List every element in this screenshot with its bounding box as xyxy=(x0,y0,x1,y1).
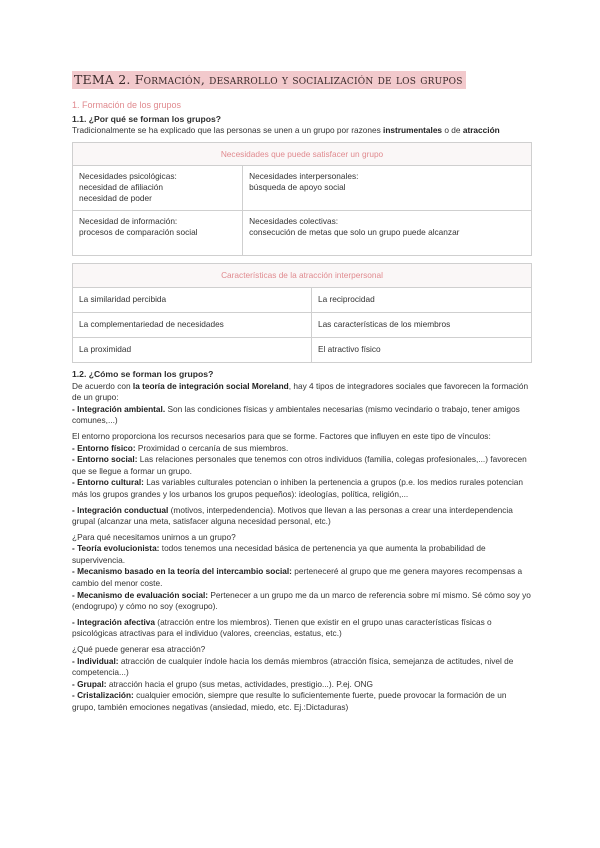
attraction-table-header: Características de la atracción interpersonal xyxy=(73,264,532,288)
section-heading: 1. Formación de los grupos xyxy=(72,100,182,110)
table-cell: Necesidades colectivas: consecución de metas que solo un grupo puede alcanzar xyxy=(243,211,532,256)
table-cell: La complementariedad de necesidades xyxy=(73,312,312,337)
paragraph: - Integración ambiental. Son las condiciones físicas y ambientales necesarias (mismo vecindario o trabajo, tener amigos comunes,...) xyxy=(72,403,520,426)
table-cell: La reciprocidad xyxy=(311,287,531,312)
paragraph: De acuerdo con la teoría de integración social Moreland, hay 4 tipos de integradores sociales que favorecen la formación de un grupo: xyxy=(72,380,529,403)
table-cell: La similaridad percibida xyxy=(73,287,312,312)
attraction-table xyxy=(72,263,532,363)
needs-table-header: Necesidades que puede satisfacer un grupo xyxy=(73,142,532,166)
paragraph: - Integración conductual (motivos, interpedendencia). Motivos que llevan a las personas a crear una interdependencia grupal (alcanzar una meta, satisfacer alguna necesidad personal, etc.) xyxy=(72,504,513,527)
paragraph: Tradicionalmente se ha explicado que las personas se unen a un grupo por razones instrumentales o de atracción xyxy=(72,125,500,136)
table-cell: La proximidad xyxy=(73,337,312,362)
list-item: - Teoría evolucionista: todos tenemos una necesidad básica de pertenencia ya que aumenta la probabilidad de supervivencia. xyxy=(72,543,486,565)
table-cell: El atractivo físico xyxy=(311,337,531,362)
list-item: - Entorno físico: Proximidad o cercanía de sus miembros. xyxy=(72,442,289,453)
table-cell: Las características de los miembros xyxy=(311,312,531,337)
table-cell: Necesidad de información: procesos de comparación social xyxy=(73,211,243,256)
paragraph: ¿Para qué necesitamos unirnos a un grupo? xyxy=(72,531,236,542)
subsection-heading: 1.1. ¿Por qué se forman los grupos? xyxy=(72,113,221,124)
paragraph: - Integración afectiva (atracción entre los miembros). Tienen que existir en el grupo unas características físicas o psicológicas atractivas para el individuo (valores, creencias, estatus, etc.) xyxy=(72,616,492,639)
list-item: - Mecanismo basado en la teoría del intercambio social: perteneceré al grupo que me genera mayores recompensas a cambio del menor coste. xyxy=(72,566,523,589)
list-item: - Individual: atracción de cualquier índole hacia los demás miembros (atracción física, semejanza de actitudes, nivel de competencia...) xyxy=(72,655,514,678)
list-item: - Entorno cultural: Las variables culturales potencian o inhiben la pertenencia a grupos (p.e. los medios rurales potencian más los grupos grandes y los urbanos los grupos pequeños): ideologías, política, religión,... xyxy=(72,477,524,499)
paragraph: ¿Qué puede generar esa atracción? xyxy=(72,644,206,655)
list-item: - Entorno social: Las relaciones personales que tenemos con otros individuos (familia, colegas profesionales,...) favorecen que se llegue a formar un grupo. xyxy=(72,454,527,476)
subsection-heading: 1.2. ¿Cómo se forman los grupos? xyxy=(72,368,214,379)
document-body xyxy=(72,100,532,714)
list-item: - Cristalización: cualquier emoción, siempre que resulte lo suficientemente fuerte, puede provocar la formación de un grupo, también emociones negativas (ansiedad, miedo, etc. Ej.:Dictaduras) xyxy=(72,690,507,712)
list-item: - Mecanismo de evaluación social: Pertenecer a un grupo me da un marco de referencia sobre mí mismo. Sé cómo soy yo (endogrupo) y cómo no soy (exogrupo). xyxy=(72,589,531,612)
document-title xyxy=(72,72,466,87)
title-highlight: TEMA 2. Formación, desarrollo y socialización de los grupos xyxy=(72,71,466,89)
table-cell: Necesidades psicológicas: necesidad de afiliación necesidad de poder xyxy=(73,166,243,211)
table-cell: Necesidades interpersonales: búsqueda de apoyo social xyxy=(243,166,532,211)
paragraph: El entorno proporciona los recursos necesarios para que se forme. Factores que influyen en este tipo de vínculos: xyxy=(72,430,491,441)
needs-table xyxy=(72,142,532,257)
list-item: - Grupal: atracción hacia el grupo (sus metas, actividades, prestigio...). P.ej. ONG xyxy=(72,678,373,689)
